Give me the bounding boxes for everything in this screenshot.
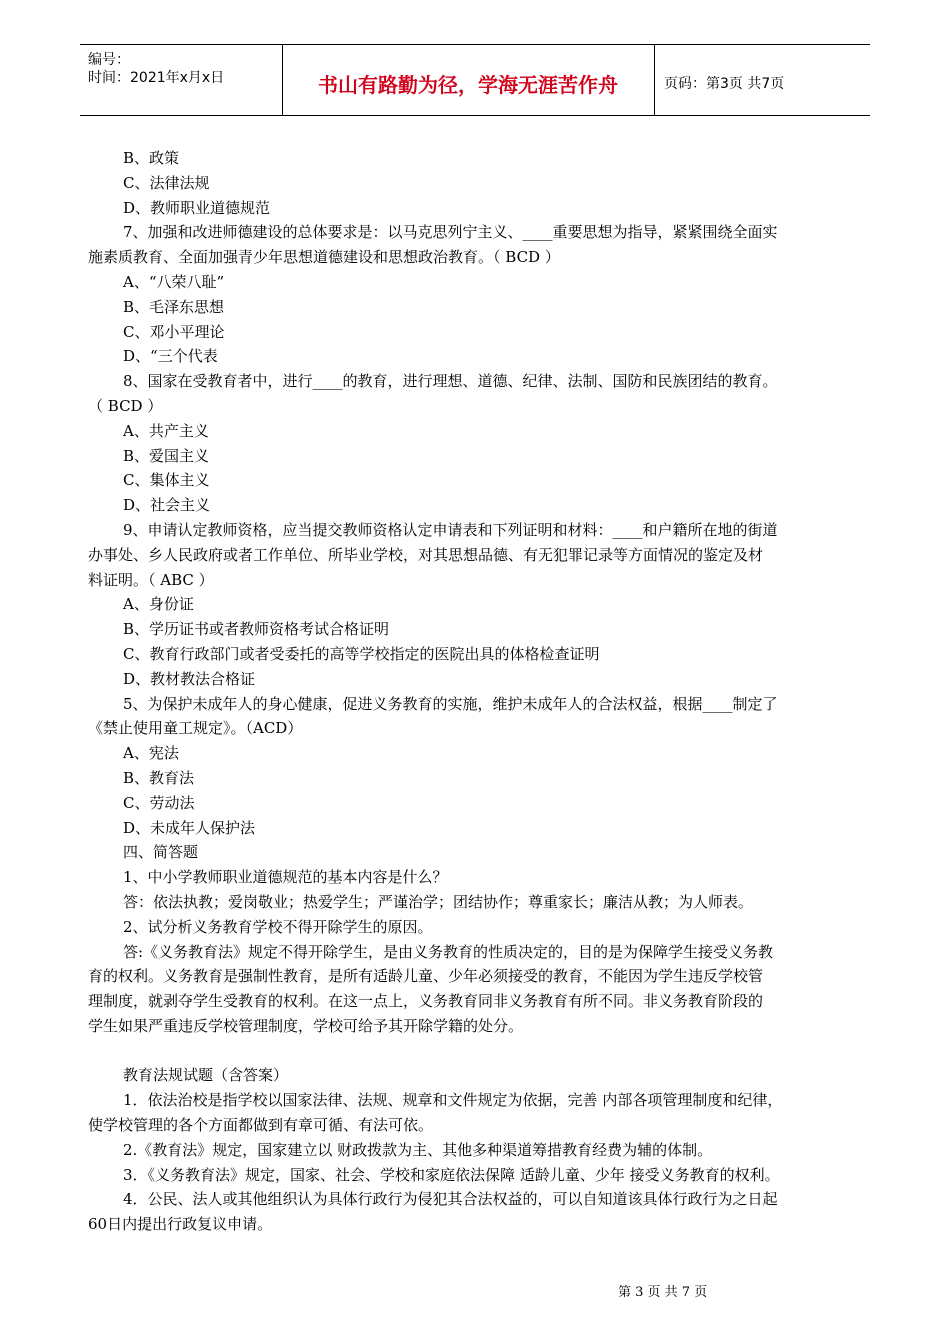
text-line: 2.《教育法》规定，国家建立以 财政拨款为主、其他多种渠道筹措教育经费为辅的体制。 (123, 1140, 713, 1159)
text-line: B、毛泽东思想 (123, 297, 225, 316)
page-footer: 第 3 页 共 7 页 (618, 1285, 708, 1300)
text-line: 育的权利。义务教育是强制性教育，是所有适龄儿童、少年必须接受的教育，不能因为学生违反学校管 (88, 967, 764, 986)
text-line: 1、中小学教师职业道德规范的基本内容是什么？ (123, 868, 448, 887)
text-line: A、共产主义 (123, 421, 209, 440)
text-line: D、教师职业道德规范 (123, 198, 271, 217)
text-line: 9、申请认定教师资格，应当提交教师资格认定申请表和下列证明和材料：____和户籍所在地的街道 (123, 520, 778, 539)
text-line: 料证明。（ ABC ） (88, 570, 214, 589)
text-line: C、集体主义 (123, 471, 210, 490)
text-line: D、“三个代表 (123, 347, 218, 366)
text-line: C、劳动法 (123, 793, 195, 812)
text-line: 《禁止使用童工规定》。（ACD） (88, 719, 303, 738)
text-line: 教育法规试题（含答案） (123, 1066, 289, 1085)
text-line: 理制度，就剥夺学生受教育的权利。在这一点上，义务教育同非义务教育有所不同。非义务教育阶段的 (88, 992, 764, 1011)
text-line: 答:《义务教育法》规定不得开除学生，是由义务教育的性质决定的，目的是为保障学生接受义务教 (123, 942, 774, 961)
document-body (88, 146, 868, 1237)
text-line: B、学历证书或者教师资格考试合格证明 (123, 620, 390, 639)
text-line: D、未成年人保护法 (123, 818, 256, 837)
header-page-cell (654, 45, 870, 115)
page-label: 页码：第3页 共7页 (664, 76, 785, 92)
text-line: 办事处、乡人民政府或者工作单位、所毕业学校，对其思想品德、有无犯罪记录等方面情况的鉴定及材 (88, 545, 764, 564)
text-line: A、“八荣八耻” (123, 272, 225, 291)
text-line: 学生如果严重违反学校管理制度，学校可给予其开除学籍的处分。 (88, 1016, 524, 1035)
text-line: 1．依法治校是指学校以国家法律、法规、规章和文件规定为依据，完善 内部各项管理制度和纪律， (123, 1091, 783, 1110)
text-line: 60日内提出行政复议申请。 (88, 1215, 273, 1234)
text-line: 5、为保护未成年人的身心健康，促进义务教育的实施，维护未成年人的合法权益，根据____制定了 (123, 694, 778, 713)
text-line: 使学校管理的各个方面都做到有章可循、有法可依。 (88, 1116, 434, 1135)
text-line: 8、国家在受教育者中，进行____的教育，进行理想、道德、纪律、法制、国防和民族团结的教育。 (123, 372, 778, 391)
text-line: 3．《义务教育法》规定，国家、社会、学校和家庭依法保障 适龄儿童、少年 接受义务教育的权利。 (123, 1165, 780, 1184)
text-line: 2、试分析义务教育学校不得开除学生的原因。 (123, 917, 433, 936)
motto: 书山有路勤为径，学海无涯苦作舟 (318, 73, 618, 97)
text-line: （ BCD ） (88, 396, 163, 415)
document-header (80, 44, 870, 116)
text-line: 四、简答题 (123, 843, 199, 862)
header-motto-cell (282, 45, 655, 115)
header-info-cell (80, 45, 283, 115)
text-line: A、身份证 (123, 595, 194, 614)
text-line: 施素质教育、全面加强青少年思想道德建设和思想政治教育。（ BCD ） (88, 248, 560, 267)
text-line: A、宪法 (123, 744, 179, 763)
number-label: 编号： (88, 52, 130, 68)
blank-line (88, 1039, 868, 1064)
text-line: C、教育行政部门或者受委托的高等学校指定的医院出具的体格检查证明 (123, 644, 600, 663)
text-line: D、教材教法合格证 (123, 669, 256, 688)
text-line: 答：依法执教；爱岗敬业；热爱学生；严谨治学；团结协作；尊重家长；廉洁从教；为人师表。 (123, 892, 754, 911)
text-line: B、教育法 (123, 768, 195, 787)
text-line: B、爱国主义 (123, 446, 210, 465)
text-line: D、社会主义 (123, 496, 211, 515)
text-line: 7、加强和改进师德建设的总体要求是：以马克思列宁主义、____重要思想为指导，紧紧围绕全面实 (123, 223, 778, 242)
text-line: 4．公民、法人或其他组织认为具体行政行为侵犯其合法权益的，可以自知道该具体行政行为之日起 (123, 1190, 778, 1209)
text-line: C、邓小平理论 (123, 322, 225, 341)
time-label: 时间：2021年x月x日 (88, 70, 225, 86)
text-line: B、政策 (123, 149, 180, 167)
text-line: C、法律法规 (123, 173, 210, 192)
